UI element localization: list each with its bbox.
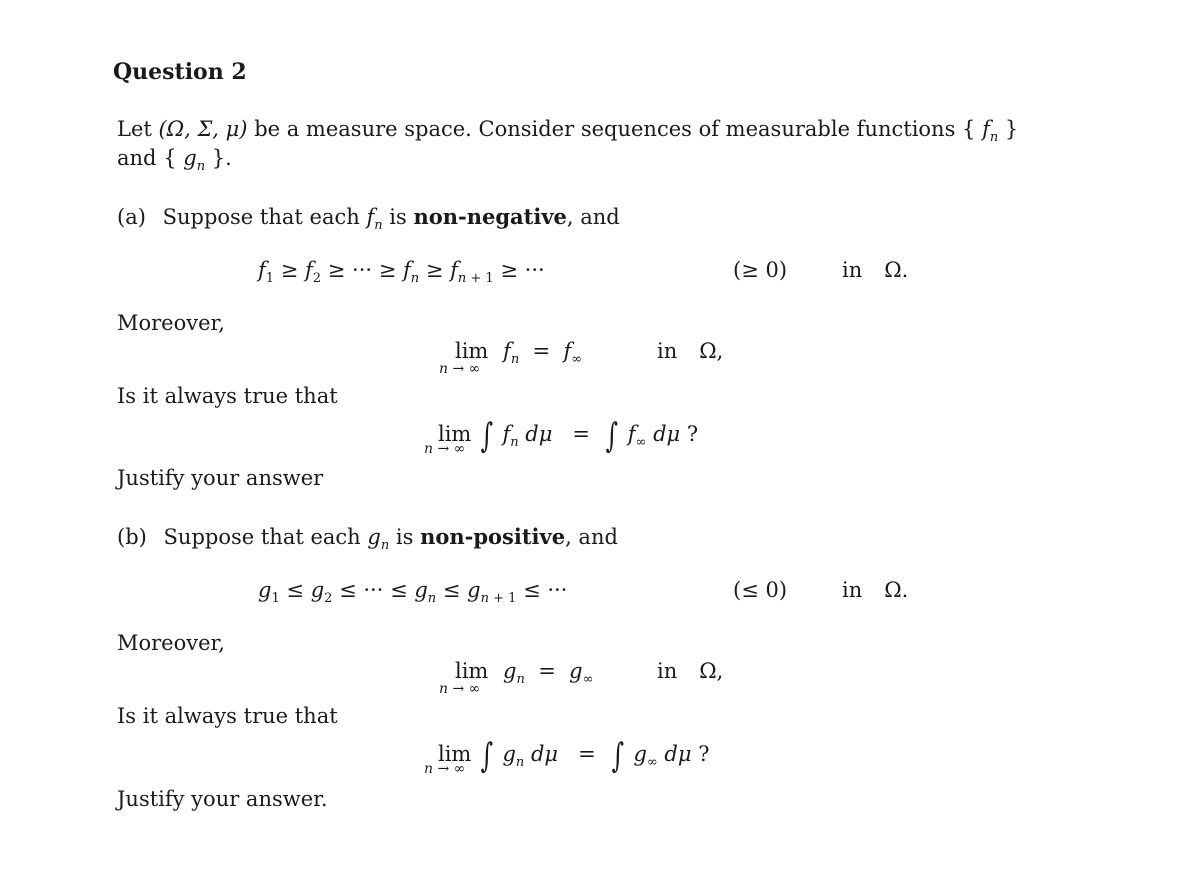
part-b-and: , and [565, 525, 618, 549]
part-a-heading: (a) Suppose that each $f_n$ is non-negative, and [117, 204, 620, 233]
part-a-moreover: Moreover, [117, 311, 225, 335]
intro-line-1 [117, 117, 1018, 145]
part-a-integral-equation: lim ∫ $f_n$ dμ = ∫ $f_\infty$ dμ ? [438, 416, 699, 456]
question-title: Question 2 [113, 59, 247, 85]
part-b-justify: Justify your answer. [117, 787, 328, 811]
part-a-chain-where: in Ω. [842, 258, 909, 282]
part-a-integral-sub: n → ∞ [424, 441, 466, 457]
intro-text: be a measure space. Consider sequences of measurable functions [254, 117, 956, 141]
part-a-label: (a) [117, 205, 146, 229]
part-b-chain-bound: (≤ 0) [733, 578, 788, 602]
part-b-limit-sub: n → ∞ [439, 681, 481, 697]
part-b-chain: $g_1 \le g_2$ ≤ ··· ≤ $g_n \le g_n$ $_{+ 1}$ ≤ ··· [258, 578, 568, 606]
part-a-chain-bound: (≥ 0) [733, 258, 788, 282]
intro-line-2 [117, 146, 232, 174]
part-b-limit-where: in Ω, [657, 659, 724, 683]
part-b-is: is [395, 525, 414, 549]
sequence-g: { $g_n$ }. [163, 146, 232, 174]
part-b-heading: (b) Suppose that each $g_n$ is non-positive, and [117, 524, 618, 553]
measure-space-triple: (Ω, Σ, μ) [158, 117, 248, 141]
part-a-chain: $f_1 \ge f_2$ ≥ ··· ≥ $f_n \ge f_n$ $_{+ 1}$ ≥ ··· [258, 258, 545, 286]
part-b-integral-sub: n → ∞ [424, 761, 466, 777]
part-a-and: , and [566, 205, 620, 229]
part-b-integral-equation: lim ∫ $g_n$ dμ = ∫ $g_\infty$ dμ ? [438, 736, 710, 776]
part-b-intro: Suppose that each [163, 525, 361, 549]
part-a-justify: Justify your answer [117, 466, 324, 490]
part-b-label: (b) [117, 525, 147, 549]
part-b-chain-where: in Ω. [842, 578, 909, 602]
part-a-limit-where: in Ω, [657, 339, 724, 363]
intro-and: and [117, 146, 157, 170]
part-a-is: is [389, 205, 407, 229]
part-b-limit: $\lim g_n = g_\infty$ [455, 659, 594, 687]
part-b-moreover: Moreover, [117, 631, 225, 655]
part-a-property: non-negative [413, 204, 567, 229]
intro-let: Let [117, 117, 152, 141]
sequence-f: { $f_n$ } [962, 117, 1019, 145]
part-b-question: Is it always true that [117, 704, 338, 728]
part-a-limit: $\lim f_n = f_\infty$ [455, 339, 583, 367]
part-a-limit-sub: n → ∞ [439, 361, 481, 377]
part-b-property: non-positive [420, 524, 566, 549]
part-a-question: Is it always true that [117, 384, 338, 408]
part-a-intro: Suppose that each [162, 205, 360, 229]
